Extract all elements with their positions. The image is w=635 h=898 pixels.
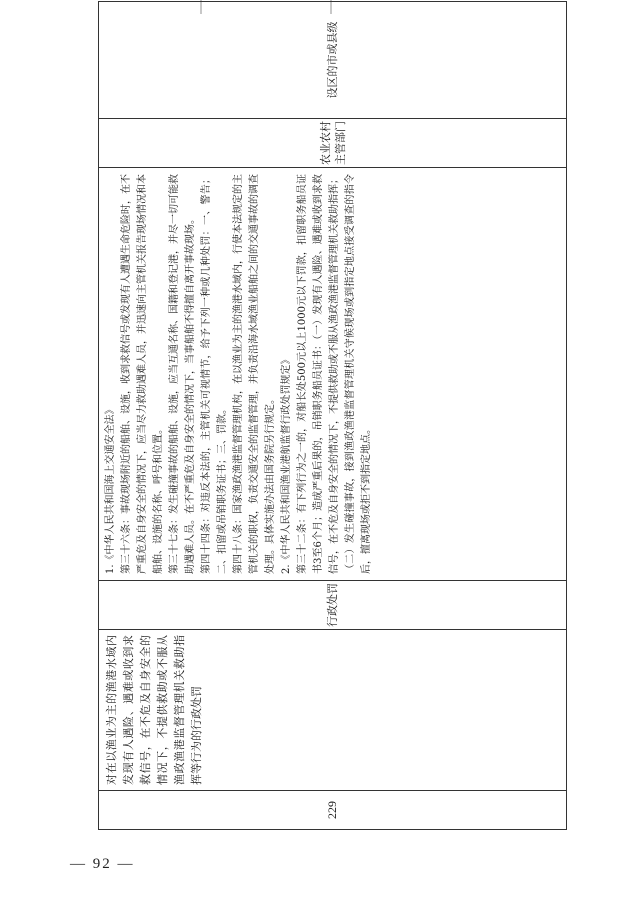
category: 行政处罚	[99, 581, 567, 630]
basis-line: 第三十七条：发生碰撞事故的船舶、设施，应当互通名称、国籍和登记港，并尽一切可能救助遇难人员。在不严重危及自身安全的情况下，当事船舶不得擅自离开事故现场。	[169, 174, 196, 574]
item-name: 对在以渔业为主的渔港水域内发现有人遇险、遇难或收到求救信号，在不危及自身安全的情况下，不提供救助或不服从渔政渔港监督管理机关救助指挥等行为的行政处罚	[99, 630, 567, 791]
table-row	[99, 2, 567, 830]
basis-line: 2.《中华人民共和国渔业港航监督行政处罚规定》	[281, 354, 292, 574]
responsible-department: 农业农村主管部门	[99, 119, 567, 168]
rotated-table-page	[98, 21, 567, 830]
page-number: — 92 —	[70, 856, 135, 872]
power-list-table	[98, 1, 567, 830]
basis-line: 第三十六条：事故现场附近的船舶、设施，收到求救信号或发现有人遭遇生命危险时，在不严重危及自身安全的情况下，应当尽力救助遇难人员，并迅速向主管机关报告现场情况和本船舶、设施的名称、呼号和位置。	[121, 174, 164, 574]
exercise-level: 设区的市或县级	[99, 2, 567, 119]
row-number: 229	[99, 791, 567, 830]
legal-basis	[99, 168, 567, 581]
basis-line: 第四十八条：国家渔政渔港监督管理机构，在以渔业为主的渔港水域内，行使本法规定的主管机关的职权，负责交通安全的监督管理，并负责沿海水域渔业船舶之间的交通事故的调查处理。具体实施办法由国务院另行规定。	[233, 174, 276, 574]
basis-line: 第三十二条：有下列行为之一的，对船长处500元以上1000元以下罚款，扣留职务船员证书3至6个月；造成严重后果的，吊销职务船员证书：（一）发现有人遇险、遇难或收到求救信号，在不危及自身安全的情况下，不提供救助或不服从渔政渔港监督管理机关救助指挥；（二）发生碰撞事故，接到渔政渔港监督管理机关守候现场或到指定地点接受调查的指令后，擅离现场或拒不到指定地点。	[297, 174, 372, 574]
basis-line: 第四十四条：对违反本法的，主管机关可视情节，给予下列一种或几种处罚：一、警告；二、扣留或吊销职务证书；三、罚款。	[201, 174, 228, 574]
basis-line: 1.《中华人民共和国海上交通安全法》	[105, 404, 116, 574]
